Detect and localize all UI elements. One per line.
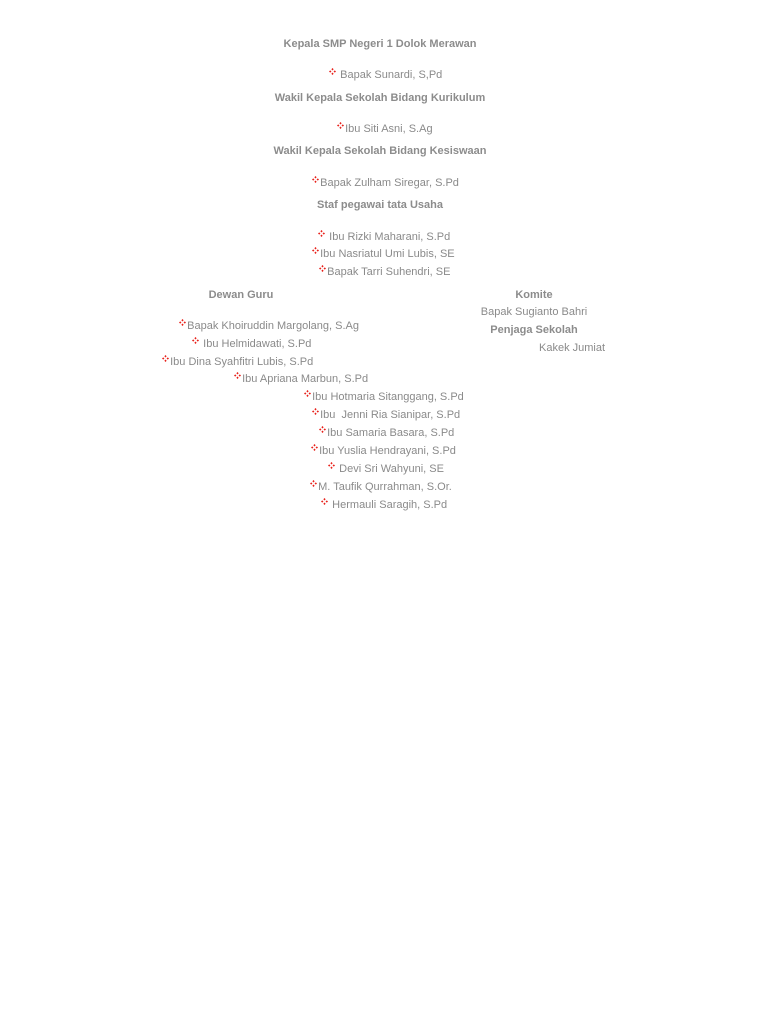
dewan-guru-name: Devi Sri Wahyuni, SE [336, 463, 444, 475]
staf-tu-name: Ibu Nasriatul Umi Lubis, SE [320, 248, 455, 260]
penjaga-title: Penjaga Sekolah [490, 324, 578, 336]
kepala-name: Bapak Sunardi, S,Pd [337, 69, 443, 81]
four-diamond-bullet-icon [234, 372, 241, 379]
wakil-kesiswaan-name: Bapak Zulham Siregar, S.Pd [320, 177, 459, 189]
four-diamond-bullet-icon [321, 498, 328, 505]
wakil-kesiswaan-name-item [306, 162, 459, 190]
four-diamond-bullet-icon [311, 444, 318, 451]
wakil-kurikulum-title: Wakil Kepala Sekolah Bidang Kurikulum [274, 92, 486, 104]
komite-name: Bapak Sugianto Bahri [480, 306, 588, 318]
four-diamond-bullet-icon [329, 68, 336, 75]
wakil-kurikulum-name-item [331, 108, 433, 136]
kepala-title: Kepala SMP Negeri 1 Dolok Merawan [283, 38, 477, 50]
dewan-guru-name: M. Taufik Qurrahman, S.Or. [318, 481, 452, 493]
staf-tu-title: Staf pegawai tata Usaha [317, 199, 443, 211]
four-diamond-bullet-icon [337, 122, 344, 129]
kepala-name-item [323, 54, 442, 82]
dewan-guru-name: Ibu Helmidawati, S.Pd [200, 338, 312, 350]
dewan-guru-title: Dewan Guru [208, 289, 274, 301]
dewan-guru-name: Ibu Apriana Marbun, S.Pd [242, 373, 369, 385]
penjaga-name: Kakek Jumiat [539, 342, 606, 354]
dewan-guru-name: Ibu Jenni Ria Sianipar, S.Pd [320, 409, 461, 421]
komite-title: Komite [515, 289, 553, 301]
dewan-guru-name: Ibu Hotmaria Sitanggang, S.Pd [312, 391, 464, 403]
dewan-guru-name: Hermauli Saragih, S.Pd [329, 499, 448, 511]
dewan-guru-name: Ibu Samaria Basara, S.Pd [327, 427, 455, 439]
dewan-guru-item [315, 484, 447, 512]
staf-tu-name: Bapak Tarri Suhendri, SE [327, 266, 451, 278]
four-diamond-bullet-icon [319, 265, 326, 272]
staf-tu-name: Ibu Rizki Maharani, S.Pd [326, 231, 451, 243]
wakil-kesiswaan-title: Wakil Kepala Sekolah Bidang Kesiswaan [273, 145, 487, 157]
four-diamond-bullet-icon [162, 355, 169, 362]
dewan-guru-name: Bapak Khoiruddin Margolang, S.Ag [187, 320, 359, 332]
dewan-guru-name: Ibu Yuslia Hendrayani, S.Pd [319, 445, 456, 457]
dewan-guru-name: Ibu Dina Syahfitri Lubis, S.Pd [170, 356, 314, 368]
four-diamond-bullet-icon [312, 176, 319, 183]
staf-tu-item [313, 251, 450, 279]
wakil-kurikulum-name: Ibu Siti Asni, S.Ag [345, 123, 433, 135]
